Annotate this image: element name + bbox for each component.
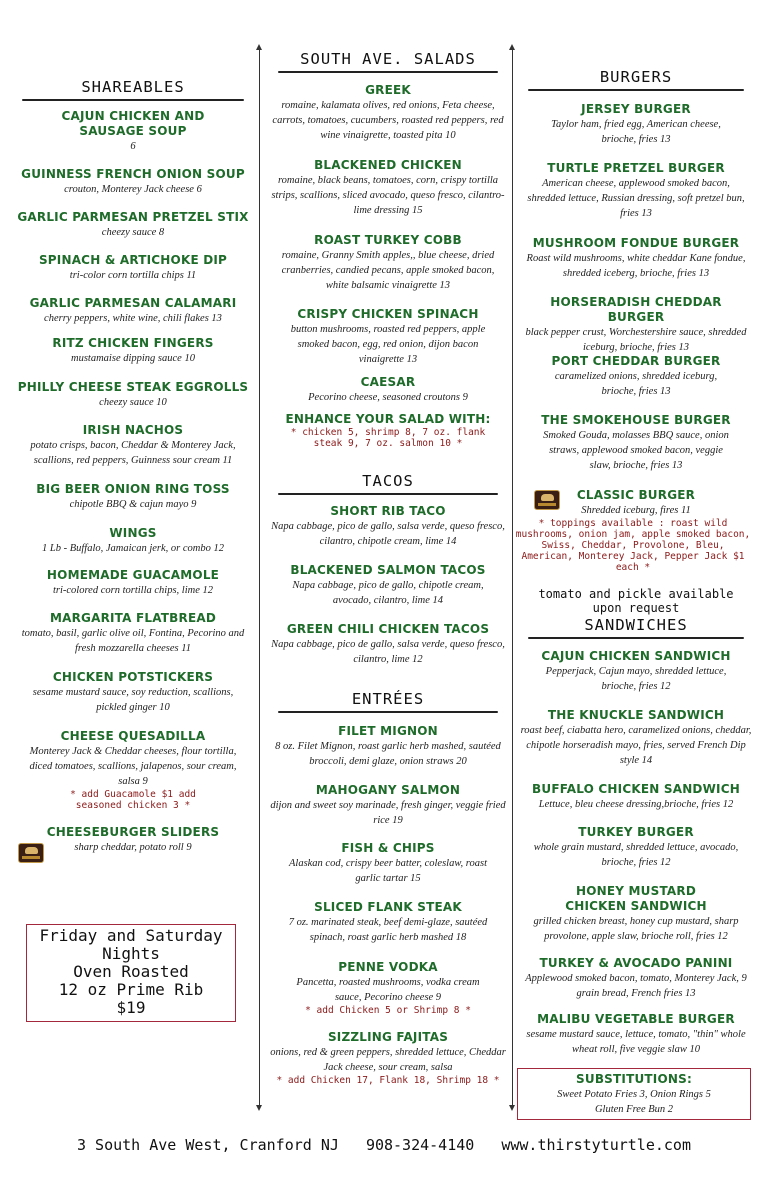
menu-item (270, 158, 506, 218)
menu-item (520, 102, 752, 147)
item-addon: * add Chicken 17, Flank 18, Shrimp 18 * (276, 1075, 500, 1086)
enhance-salad (270, 412, 506, 449)
menu-item (270, 83, 506, 143)
section-title: SANDWICHES (584, 616, 688, 634)
menu-item (14, 825, 252, 855)
section-rule (22, 99, 244, 101)
item-name: ROAST TURKEY COBB (314, 233, 462, 247)
item-desc: Pancetta, roasted mushrooms, vodka cream sauce, Pecorino cheese 9 (296, 977, 480, 1003)
item-addon: * add Chicken 5 or Shrimp 8 * (305, 1005, 471, 1016)
item-desc: grilled chicken breast, honey cup mustard, sharp provolone, apple slaw, brioche roll, fries 12 (533, 916, 739, 942)
prime-rib-special-box (26, 924, 236, 1022)
item-name: CLASSIC BURGER (576, 488, 696, 502)
menu-item (520, 354, 752, 399)
prime-rib-line: Oven Roasted (73, 962, 189, 981)
item-name: THE SMOKEHOUSE BURGER (541, 413, 731, 427)
item-desc: Shredded iceburg, fires 11 (581, 505, 691, 516)
item-desc: romaine, kalamata olives, red onions, Feta cheese, carrots, tomatoes, cucumbers, roasted red peppers, red wine vinaigrette, toasted pita 10 (272, 100, 504, 141)
menu-item (14, 253, 252, 283)
footer-address: 3 South Ave West, Cranford NJ (77, 1136, 339, 1154)
item-name: CHEESEBURGER SLIDERS (46, 825, 220, 839)
item-desc: onions, red & green peppers, shredded lettuce, Cheddar Jack cheese, sour cream, salsa (270, 1047, 506, 1073)
item-desc: Applewood smoked bacon, tomato, Monterey Jack, 9 grain bread, French fries 13 (525, 973, 747, 999)
shareables-header (14, 78, 252, 101)
item-desc: roast beef, ciabatta hero, caramelized onions, cheddar, chipotle horseradish mayo, fries, served French Dip style 14 (520, 725, 752, 766)
item-desc: Taylor ham, fried egg, American cheese, brioche, fries 13 (551, 119, 721, 145)
menu-item (270, 233, 506, 293)
menu-item (14, 336, 252, 366)
tacos-header (270, 472, 506, 495)
sandwiches-header (520, 616, 752, 639)
section-title: BURGERS (599, 68, 673, 86)
burger-note: tomato and pickle available upon request (538, 587, 734, 615)
section-rule (278, 493, 498, 495)
item-desc: American cheese, applewood smoked bacon, shredded lettuce, Russian dressing, soft pretzel bun, fries 13 (527, 178, 745, 219)
item-desc: romaine, black beans, tomatoes, corn, crispy tortilla strips, scallions, sliced avocado, queso fresco, cilantro-lime dressing 15 (271, 175, 505, 216)
section-title: SOUTH AVE. SALADS (300, 50, 476, 68)
item-desc: tri-colored corn tortilla chips, lime 12 (52, 585, 213, 596)
menu-item (14, 109, 252, 154)
menu-item (14, 296, 252, 326)
item-desc: sesame mustard sauce, lettuce, tomato, "thin" whole wheat roll, five veggie slaw 10 (526, 1029, 746, 1055)
item-desc: whole grain mustard, shredded lettuce, avocado, brioche, fries 12 (533, 842, 739, 868)
item-desc: button mushrooms, roasted red peppers, apple smoked bacon, egg, red onion, dijon bacon vinaigrette 13 (290, 324, 486, 365)
item-name: MALIBU VEGETABLE BURGER (537, 1012, 735, 1026)
item-desc: Lettuce, bleu cheese dressing,brioche, fries 12 (538, 799, 734, 810)
item-desc: 8 oz. Filet Mignon, roast garlic herb mashed, sautéed broccoli, demi glaze, onion straws 20 (275, 741, 501, 767)
item-name: ENHANCE YOUR SALAD WITH: (285, 412, 491, 426)
item-desc: 1 Lb - Buffalo, Jamaican jerk, or combo 12 (42, 543, 224, 554)
item-name: MAHOGANY SALMON (315, 783, 461, 797)
item-name: GREEK (365, 83, 411, 97)
item-name: BIG BEER ONION RING TOSS (36, 482, 230, 496)
item-name: BLACKENED CHICKEN (314, 158, 462, 172)
item-name: TURTLE PRETZEL BURGER (547, 161, 725, 175)
item-desc: 7 oz. marinated steak, beef demi-glaze, sautéed spinach, roast garlic herb mashed 18 (288, 917, 488, 943)
item-name: GARLIC PARMESAN CALAMARI (29, 296, 237, 310)
item-addon: * add Guacamole $1 add seasoned chicken 3 * (70, 789, 196, 811)
substitutions-desc: Sweet Potato Fries 3, Onion Rings 5 Gluten Free Bun 2 (557, 1089, 711, 1115)
substitutions-title: SUBSTITUTIONS: (576, 1072, 692, 1086)
item-name: SPINACH & ARTICHOKE DIP (38, 253, 228, 267)
section-rule (278, 71, 498, 73)
menu-item (520, 956, 752, 1001)
item-desc: tomato, basil, garlic olive oil, Fontina, Pecorino and fresh mozzarella cheeses 11 (21, 628, 245, 654)
item-desc: Alaskan cod, crispy beer batter, coleslaw, roast garlic tartar 15 (288, 858, 487, 884)
menu-item (270, 900, 506, 945)
item-name: CHICKEN POTSTICKERS (52, 670, 214, 684)
section-rule (278, 711, 498, 713)
item-desc: Roast wild mushrooms, white cheddar Kane fondue, shredded iceberg, brioche, fries 13 (526, 253, 746, 279)
item-desc: cherry peppers, white wine, chili flakes 13 (44, 313, 222, 324)
item-name: SLICED FLANK STEAK (314, 900, 462, 914)
menu-item (520, 1012, 752, 1057)
item-desc: sharp cheddar, potato roll 9 (74, 842, 192, 853)
menu-item (14, 167, 252, 197)
item-name: TURKEY BURGER (578, 825, 694, 839)
item-name: CHEESE QUESADILLA (60, 729, 206, 743)
item-name: PHILLY CHEESE STEAK EGGROLLS (17, 380, 249, 394)
footer-website[interactable]: www.thirstyturtle.com (501, 1136, 691, 1154)
salads-header (270, 50, 506, 73)
item-desc: crouton, Monterey Jack cheese 6 (64, 184, 202, 195)
item-desc: cheezy sauce 10 (99, 397, 167, 408)
footer-phone[interactable]: 908-324-4140 (365, 1136, 475, 1154)
item-desc: sesame mustard sauce, soy reduction, scallions, pickled ginger 10 (32, 687, 234, 713)
item-desc: black pepper crust, Worchestershire sauce, shredded iceburg, brioche, fries 13 (525, 327, 747, 353)
menu-item (14, 729, 252, 811)
menu-item (14, 670, 252, 715)
menu-item (14, 611, 252, 656)
item-name: HOMEMADE GUACAMOLE (46, 568, 220, 582)
menu-item (270, 783, 506, 828)
item-desc: caramelized onions, shredded iceburg, brioche, fries 13 (554, 371, 718, 397)
item-name: CAJUN CHICKEN SANDWICH (541, 649, 731, 663)
footer (0, 1136, 768, 1154)
item-name: THE KNUCKLE SANDWICH (547, 708, 725, 722)
menu-item (520, 649, 752, 694)
prime-rib-line: Nights (102, 944, 160, 963)
item-name: BLACKENED SALMON TACOS (290, 563, 486, 577)
item-name: CRISPY CHICKEN SPINACH (297, 307, 479, 321)
item-desc: Napa cabbage, pico de gallo, salsa verde, queso fresco, cilantro, lime 12 (271, 639, 505, 665)
section-rule (528, 89, 744, 91)
item-desc: Napa cabbage, pico de gallo, chipotle cream, avocado, cilantro, lime 14 (292, 580, 484, 606)
menu-item (270, 960, 506, 1016)
item-desc: mustamaise dipping sauce 10 (71, 353, 195, 364)
menu-item (14, 423, 252, 468)
item-name: FISH & CHIPS (341, 841, 435, 855)
item-name: MUSHROOM FONDUE BURGER (532, 236, 740, 250)
prime-rib-line: 12 oz Prime Rib (58, 980, 204, 999)
menu-item (270, 724, 506, 769)
burgers-header (520, 68, 752, 91)
item-desc: dijon and sweet soy marinade, fresh ginger, veggie fried rice 19 (270, 800, 506, 826)
entrees-header (270, 690, 506, 713)
menu-item (270, 841, 506, 886)
menu-item (14, 482, 252, 512)
menu-item (270, 375, 506, 405)
item-desc: Monterey Jack & Cheddar cheeses, flour tortilla, diced tomatoes, scallions, jalapenos, sour cream, salsa 9 (29, 746, 237, 787)
item-name: PENNE VODKA (338, 960, 438, 974)
menu-item (270, 504, 506, 549)
menu-item (520, 884, 752, 944)
item-name: SHORT RIB TACO (330, 504, 446, 518)
item-name: IRISH NACHOS (82, 423, 184, 437)
menu-item (270, 622, 506, 667)
certified-angus-beef-icon (534, 490, 560, 510)
menu-item (520, 161, 752, 221)
item-name: WINGS (109, 526, 157, 540)
menu-item (270, 307, 506, 367)
item-addon: * chicken 5, shrimp 8, 7 oz. flank steak 9, 7 oz. salmon 10 * (290, 427, 486, 449)
menu-item (14, 526, 252, 556)
item-name: PORT CHEDDAR BURGER (551, 354, 721, 368)
item-desc: chipotle BBQ & cajun mayo 9 (69, 499, 197, 510)
item-desc: tri-color corn tortilla chips 11 (69, 270, 197, 281)
substitutions-box (517, 1068, 751, 1120)
menu-item (520, 708, 752, 768)
item-name: CAJUN CHICKEN AND SAUSAGE SOUP (61, 109, 205, 138)
section-title: TACOS (362, 472, 414, 490)
item-name: RITZ CHICKEN FINGERS (52, 336, 214, 350)
item-name: CAESAR (360, 375, 416, 389)
section-title: ENTRÉES (351, 690, 425, 708)
item-desc: Smoked Gouda, molasses BBQ sauce, onion straws, applewood smoked bacon, veggie slaw, brioche, fries 13 (543, 430, 729, 471)
item-desc: romaine, Granny Smith apples,, blue cheese, dried cranberries, candied pecans, apple smoked bacon, white balsamic vinaigrette 13 (281, 250, 495, 291)
menu-item (520, 236, 752, 281)
menu-item (14, 210, 252, 240)
column-divider-left (259, 50, 260, 1105)
menu-item (14, 568, 252, 598)
item-name: GUINNESS FRENCH ONION SOUP (21, 167, 245, 181)
item-desc: potato crisps, bacon, Cheddar & Monterey Jack, scallions, red peppers, Guinness sour cream 11 (30, 440, 236, 466)
item-name: MARGARITA FLATBREAD (49, 611, 217, 625)
section-rule (528, 637, 744, 639)
item-name: GARLIC PARMESAN PRETZEL STIX (17, 210, 249, 224)
item-name: SIZZLING FAJITAS (327, 1030, 449, 1044)
menu-item (270, 1030, 506, 1086)
item-desc: 6 (130, 141, 136, 152)
item-name: GREEN CHILI CHICKEN TACOS (286, 622, 490, 636)
item-addon: * toppings available : roast wild mushrooms, onion jam, apple smoked bacon, Swiss, Cheddar, Provolone, Bleu, American, Monterey Jack, Pepper Jack $1 each * (515, 518, 751, 573)
item-name: FILET MIGNON (338, 724, 438, 738)
item-desc: cheezy sauce 8 (101, 227, 165, 238)
prime-rib-price: $19 (116, 998, 146, 1017)
item-desc: Pepperjack, Cajun mayo, shredded lettuce, brioche, fries 12 (545, 666, 727, 692)
menu-item (14, 380, 252, 410)
item-name: HORSERADISH CHEDDAR BURGER (550, 295, 722, 324)
item-name: HONEY MUSTARD CHICKEN SANDWICH (565, 884, 707, 913)
prime-rib-line: Friday and Saturday (39, 926, 223, 945)
menu-item (520, 782, 752, 812)
item-desc: Pecorino cheese, seasoned croutons 9 (308, 392, 468, 403)
item-name: BUFFALO CHICKEN SANDWICH (532, 782, 740, 796)
section-title: SHAREABLES (81, 78, 185, 96)
item-desc: Napa cabbage, pico de gallo, salsa verde, queso fresco, cilantro, chipotle cream, lime 14 (271, 521, 505, 547)
item-name: TURKEY & AVOCADO PANINI (539, 956, 733, 970)
certified-angus-beef-icon (18, 843, 44, 863)
menu-item (270, 563, 506, 608)
menu-item (520, 825, 752, 870)
menu-item (520, 413, 752, 473)
menu-item (520, 295, 752, 355)
item-name: JERSEY BURGER (581, 102, 691, 116)
column-divider-right (512, 50, 513, 1105)
